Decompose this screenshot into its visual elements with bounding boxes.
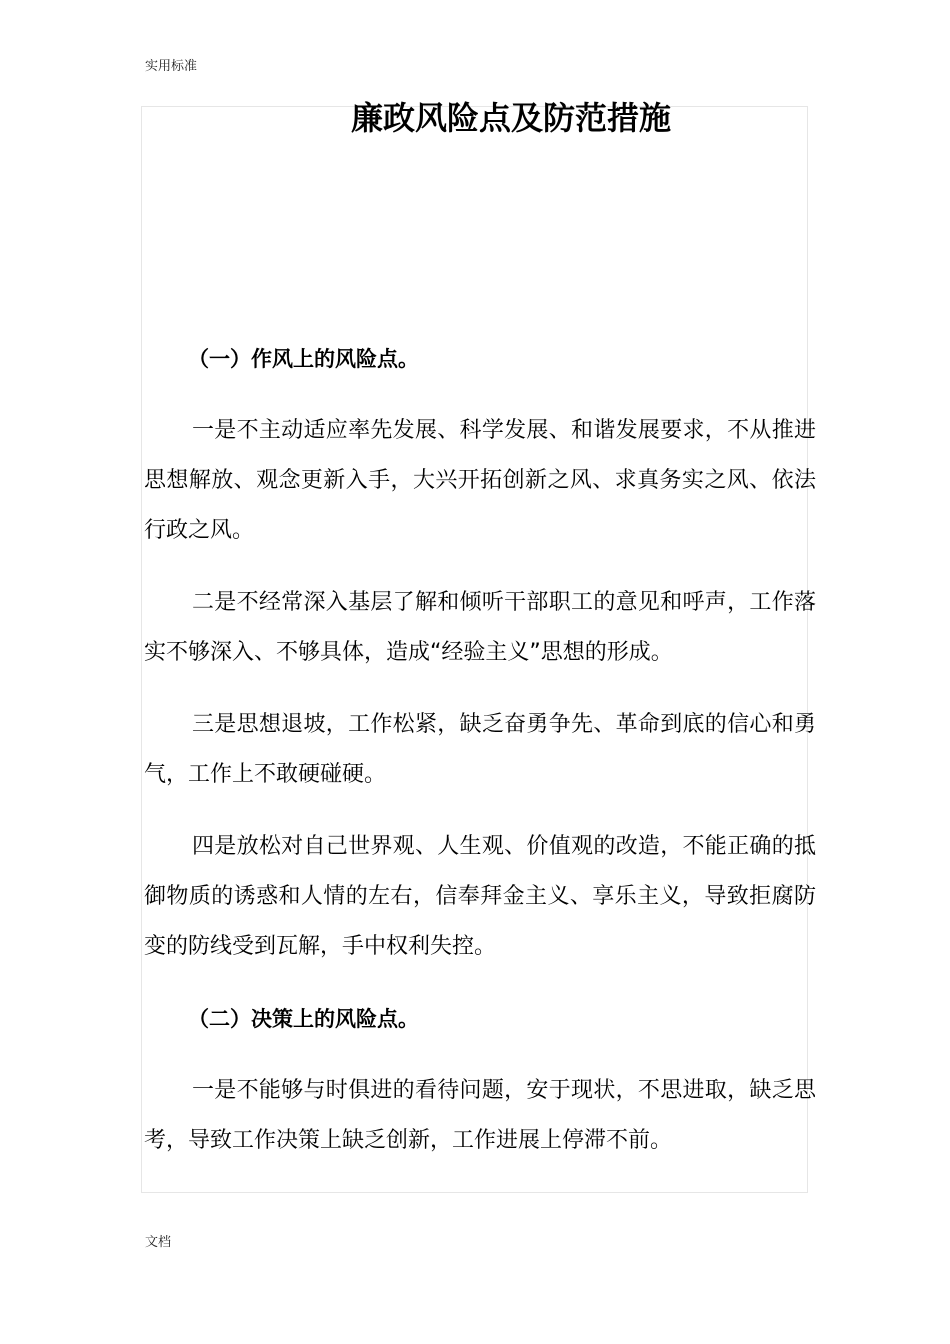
section-2 (144, 994, 816, 1166)
section-1 (144, 334, 816, 972)
page-header-label: 实用标准 (145, 59, 198, 74)
paragraph: 三是思想退坡，工作松紧，缺乏奋勇争先、革命到底的信心和勇气，工作上不敢硬碰硬。 (144, 712, 816, 787)
document-title: 廉政风险点及防范措施 (350, 99, 671, 137)
section-heading: （一）作风上的风险点。 (188, 347, 419, 371)
paragraph: 一是不主动适应率先发展、科学发展、和谐发展要求，不从推进思想解放、观念更新入手，大兴开拓创新之风、求真务实之风、依法行政之风。 (144, 418, 816, 543)
paragraph: 二是不经常深入基层了解和倾听干部职工的意见和呼声，工作落实不够深入、不够具体，造成“经验主义”思想的形成。 (144, 590, 816, 665)
section-heading: （二）决策上的风险点。 (188, 1007, 419, 1031)
paragraph: 一是不能够与时俱进的看待问题，安于现状，不思进取，缺乏思考，导致工作决策上缺乏创新，工作进展上停滞不前。 (144, 1078, 816, 1153)
page-footer-label: 文档 (145, 1235, 172, 1250)
paragraph: 四是放松对自己世界观、人生观、价值观的改造，不能正确的抵御物质的诱惑和人情的左右，信奉拜金主义、享乐主义，导致拒腐防变的防线受到瓦解，手中权利失控。 (144, 834, 816, 959)
document-body (144, 334, 816, 1166)
